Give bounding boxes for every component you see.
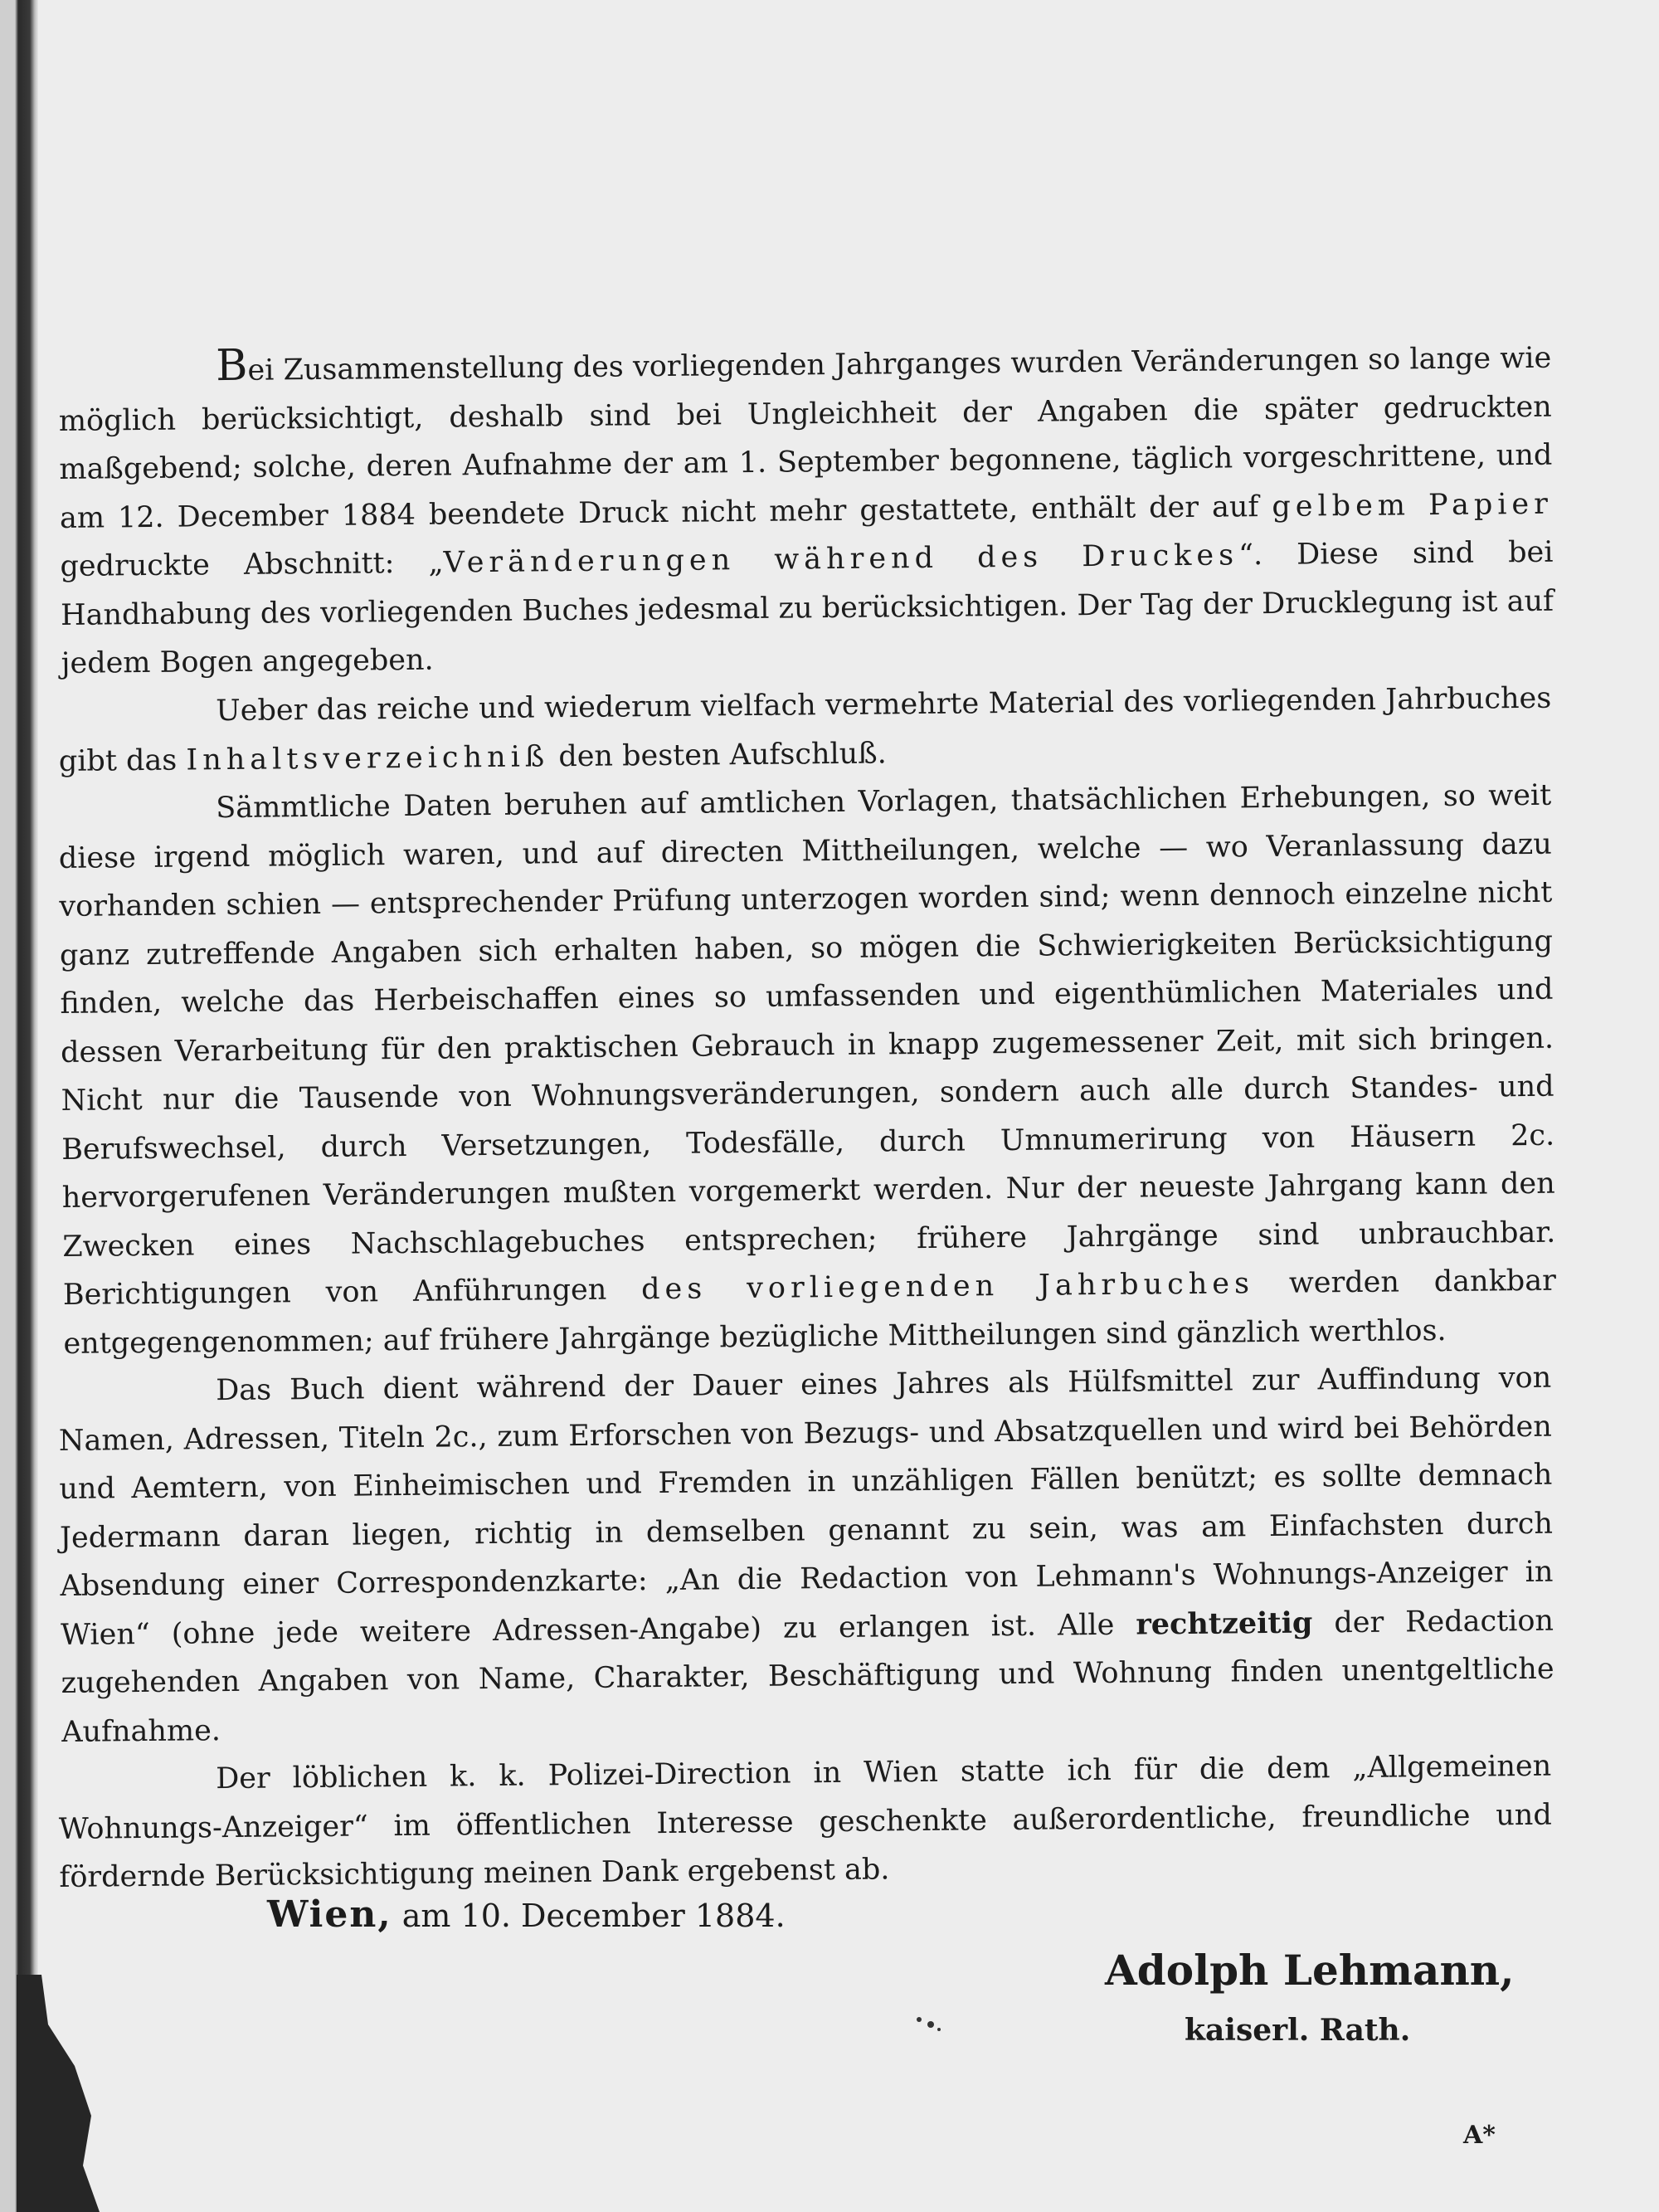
spaced-emphasis: Veränderungen während des Druckes (443, 538, 1239, 580)
signature-name: Adolph Lehmann, (1105, 1946, 1515, 1995)
bold-emphasis: rechtzeitig (1136, 1605, 1313, 1641)
ink-speck (912, 2015, 946, 2033)
binding-stain (17, 1975, 108, 2212)
date-text: am 10. December 1884. (401, 1898, 786, 1934)
signature-title: kaiserl. Rath. (1185, 2013, 1411, 2048)
date-line (267, 1893, 786, 1936)
paragraph-text: gedruckte Abschnitt: „ (60, 546, 444, 583)
paragraph-text: den besten Aufschluß. (549, 736, 887, 773)
paragraph-text: Das Buch dient während der Dauer eines Jahres als Hülfsmittel zur Auffindung von Namen, Adressen, Titeln 2c., zum Erforschen von Bezugs- und Absatzquellen und wird bei Behörden und Aemtern, von Einheimischen und Fremden in unzähligen Fällen benützt; es sollte demnach Jedermann daran liegen, richtig in demselben genannt zu sein, was am Einfachsten durch Absendung einer Correspondenzkarte: „An die Redaction von Lehmann's Wohnungs-Anzeiger in Wien“ (ohne jede weitere Adressen-Angabe) zu erlangen ist. Alle (58, 1361, 1554, 1651)
paragraph-text: Sämmtliche Daten beruhen auf amtlichen Vorlagen, thatsächlichen Erhebungen, so weit diese irgend möglich waren, und auf directen Mittheilungen, welche — wo Veranlassung dazu vorhanden schien — entsprechender Prüfung unterzogen worden sind; wenn dennoch einzelne nicht ganz zutreffende Angaben sich erhalten haben, so mögen die Schwierigkeiten Berücksichtigung finden, welche das Herbeischaffen eines so umfassenden und eigenthümlichen Materiales und dessen Verarbeitung für den praktischen Gebrauch in knapp zugemessener Zeit, mit sich bringen. Nicht nur die Tausende von Wohnungsveränderungen, sondern auch alle durch Standes- und Berufswechsel, durch Versetzungen, Todesfälle, durch Umnumerirung von Häusern 2c. hervorgerufenen Veränderungen mußten vorgemerkt werden. Nur der neueste Jahrgang kann den Zwecken eines Nachschlagebuches entsprechen; frühere Jahrgänge sind unbrauchbar. Berichtigungen von Anführungen (58, 778, 1556, 1312)
preface-text (58, 340, 1557, 1902)
spaced-emphasis: des vorliegenden Jahrbuches (640, 1266, 1255, 1306)
drop-cap: B (215, 340, 248, 392)
spaced-emphasis: Inhaltsverzeichniß (186, 739, 550, 777)
paragraph-text: Ueber das reiche und wiederum vielfach vermehrte Material des vorliegenden Jahrbuches gibt das (58, 681, 1552, 777)
paragraph-text: ei Zusammenstellung des vorliegenden Jahrganges wurden Veränderungen so lange wie möglich berücksichtigt, deshalb sind bei Ungleichheit der Angaben die später gedruckten maßgebend; solche, deren Aufnahme der am 1. September begonnene, täglich vorgeschrittene, und am 12. December 1884 beendete Druck nicht mehr gestattete, enthält der auf (58, 341, 1553, 535)
paragraph-2 (58, 674, 1552, 785)
paragraph-text: Der löblichen k. k. Polizei-Direction in Wien statte ich für die dem „Allgemeinen Wohnungs-Anzeiger“ im öffentlichen Interesse geschenkte außerordentliche, freundliche und fördernde Berücksichtigung meinen Dank ergebenst ab. (58, 1749, 1552, 1894)
date-city: Wien, (267, 1893, 392, 1936)
paragraph-text: werden dankbar entgegengenommen; auf frühere Jahrgänge bezügliche Mittheilungen sind gänzlich werthlos. (63, 1264, 1557, 1360)
spaced-emphasis: gelbem Papier (1272, 487, 1554, 524)
paragraph-1 (58, 334, 1554, 689)
binding-edge (0, 0, 38, 2212)
paragraph-text: “. Diese sind bei Handhabung des vorliegenden Buches jedesmal zu berücksichtigen. Der Tag der Drucklegung ist auf jedem Bogen angegeben. (60, 535, 1554, 680)
paragraph-3 (58, 771, 1557, 1367)
sheet-signature-mark: A* (1463, 2121, 1496, 2150)
paragraph-4 (58, 1353, 1554, 1756)
paragraph-5 (58, 1742, 1553, 1902)
paragraph-text: der Redaction zugehenden Angaben von Name, Charakter, Beschäftigung und Wohnung finden unentgeltliche Aufnahme. (61, 1603, 1554, 1748)
